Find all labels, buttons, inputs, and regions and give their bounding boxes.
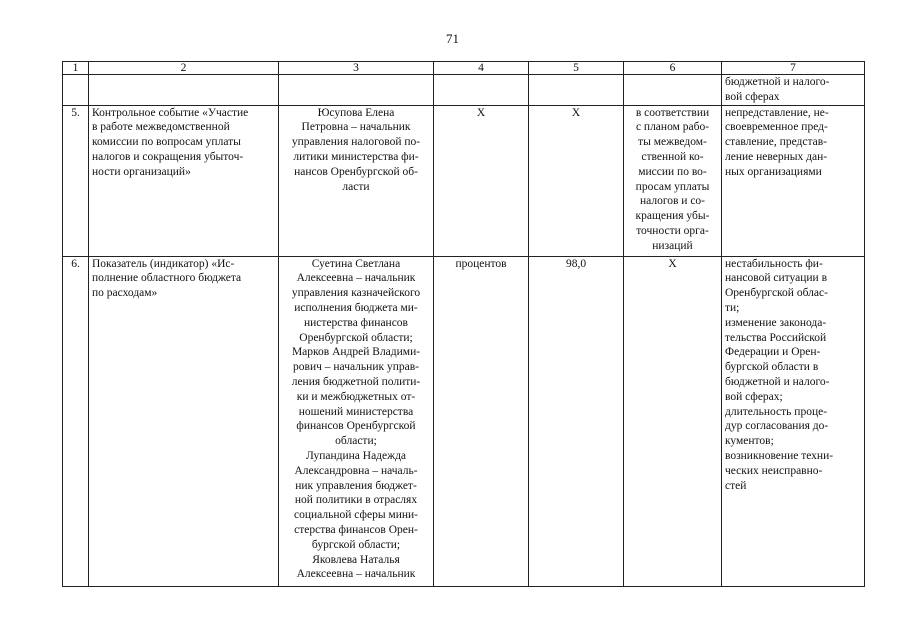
cell-text-line: Лупандина Надежда: [305, 449, 407, 462]
value-cell: Х: [529, 105, 624, 256]
header-cell: 2: [89, 62, 279, 75]
cell-text-line: возникновение техни-: [725, 449, 834, 462]
cell-text-line: управления казначейского: [291, 287, 421, 300]
cell-text-line: ти;: [725, 301, 740, 314]
cell-text-line: ственной ко-: [641, 150, 704, 163]
cell-text-line: ласти: [342, 180, 370, 193]
table-row: [63, 105, 865, 256]
cell-text-line: в работе межведомственной: [92, 121, 230, 134]
cell-text-line: стерства финансов Орен-: [294, 523, 418, 536]
table-header-row: [63, 62, 865, 75]
cell-empty: [624, 75, 722, 106]
cell-text-line: области;: [335, 435, 377, 448]
cell-text-line: непредставление, не-: [725, 106, 829, 119]
cell-text-line: ных организациями: [725, 165, 822, 178]
header-cell: 7: [722, 62, 865, 75]
cell-text-line: ческих неисправно-: [725, 464, 823, 477]
cell-text-line: с планом рабо-: [635, 121, 710, 134]
cell-text-line: просам уплаты: [635, 180, 710, 193]
cell-text-line: кументов;: [725, 435, 774, 448]
cell-text-line: ления бюджетной полити-: [291, 375, 421, 388]
cell-text-line: ки и межбюджетных от-: [296, 390, 416, 403]
row-number: 6.: [63, 256, 89, 586]
cell-text-line: миссии по во-: [638, 165, 707, 178]
cell-text-line: нансовой ситуации в: [725, 272, 828, 285]
cell-text-line: изменение законода-: [725, 316, 827, 329]
cell-text-line: ной политики в отраслях: [294, 494, 418, 507]
cell-text-line: в соответствии: [635, 106, 710, 119]
event-name-cell: [89, 105, 279, 256]
cell-text-line: нистерства финансов: [304, 316, 408, 329]
header-cell: 6: [624, 62, 722, 75]
cell-text-line: стей: [725, 479, 747, 492]
cell-text-line: ник управления бюджет-: [295, 479, 417, 492]
cell-empty: [529, 75, 624, 106]
cell-text-line: Алексеевна – начальник: [296, 568, 416, 581]
cell-text-line: бургской области;: [311, 538, 401, 551]
cell-text-line: низаций: [652, 239, 693, 252]
cell-empty: [279, 75, 434, 106]
event-name-cell: [89, 256, 279, 586]
cell-text-line: вой сферах;: [725, 390, 783, 403]
cell-text-line: Петровна – начальник: [301, 121, 411, 134]
header-cell: 1: [63, 62, 89, 75]
cell-text-line: бюджетной и налого-: [725, 375, 830, 388]
cell-text-line: управления налоговой по-: [291, 136, 421, 149]
cell-text-line: ности организаций»: [92, 165, 191, 178]
responsible-cell: [279, 105, 434, 256]
cell-text-line: тельства Российской: [725, 331, 827, 344]
cell-text-line: ление неверных дан-: [725, 150, 828, 163]
cell-text-line: нестабильность фи-: [725, 257, 823, 270]
cell-text-line: нансов Оренбургской об-: [294, 165, 418, 178]
cell-text-line: вой сферах: [725, 90, 780, 103]
cell-text-line: точности орга-: [636, 224, 709, 237]
cell-text-line: Алексеевна – начальник: [296, 272, 416, 285]
header-cell: 5: [529, 62, 624, 75]
risk-cell: [722, 75, 865, 106]
cell-text-line: по расходам»: [92, 287, 158, 300]
responsible-cell: [279, 256, 434, 586]
cell-text-line: ношений министерства: [298, 405, 414, 418]
cell-text-line: литики министерства фи-: [293, 150, 419, 163]
cell-text-line: ты межведом-: [638, 136, 707, 149]
deadline-cell: [624, 105, 722, 256]
deadline-cell: [624, 256, 722, 586]
table-row-continuation: [63, 75, 865, 106]
cell-text-line: комиссии по вопросам уплаты: [92, 136, 241, 149]
cell-text-line: налогов и сокращения убыточ-: [92, 150, 244, 163]
row-number: 5.: [63, 105, 89, 256]
cell-empty: [89, 75, 279, 106]
risk-cell: [722, 256, 865, 586]
risk-cell: [722, 105, 865, 256]
cell-text-line: бургской области в: [725, 361, 819, 374]
cell-text-line: кращения убы-: [635, 210, 710, 223]
cell-text-line: Александровна – началь-: [294, 464, 418, 477]
cell-text-line: Юсупова Елена: [317, 106, 395, 119]
value-cell: 98,0: [529, 256, 624, 586]
cell-empty: [63, 75, 89, 106]
document-table: [62, 61, 865, 587]
cell-text-line: Марков Андрей Владими-: [291, 346, 421, 359]
cell-text-line: Яковлева Наталья: [312, 553, 400, 566]
cell-text-line: Показатель (индикатор) «Ис-: [92, 257, 235, 270]
cell-text-line: налогов и со-: [639, 195, 706, 208]
cell-text-line: Суетина Светлана: [311, 257, 401, 270]
cell-text-line: Оренбургской облас-: [725, 287, 828, 300]
cell-text-line: бюджетной и налого-: [725, 76, 830, 88]
table-row: [63, 256, 865, 586]
cell-text-line: ставление, представ-: [725, 136, 828, 149]
cell-empty: [434, 75, 529, 106]
cell-text-line: Оренбургской области;: [299, 331, 413, 344]
unit-cell: Х: [434, 105, 529, 256]
cell-text-line: рович – начальник управ-: [293, 361, 419, 374]
cell-text-line: Х: [668, 257, 677, 270]
cell-text-line: дур согласования до-: [725, 420, 829, 433]
cell-text-line: социальной сферы мини-: [293, 509, 418, 522]
cell-text-line: полнение областного бюджета: [92, 272, 242, 285]
cell-text-line: финансов Оренбургской: [296, 420, 416, 433]
cell-text-line: Федерации и Орен-: [725, 346, 821, 359]
header-cell: 3: [279, 62, 434, 75]
cell-text-line: Контрольное событие «Участие: [92, 106, 249, 119]
header-cell: 4: [434, 62, 529, 75]
cell-text-line: длительность проце-: [725, 405, 828, 418]
page-number: 71: [446, 31, 459, 46]
cell-text-line: исполнения бюджета ми-: [294, 301, 418, 314]
unit-cell: процентов: [434, 256, 529, 586]
cell-text-line: своевременное пред-: [725, 121, 828, 134]
